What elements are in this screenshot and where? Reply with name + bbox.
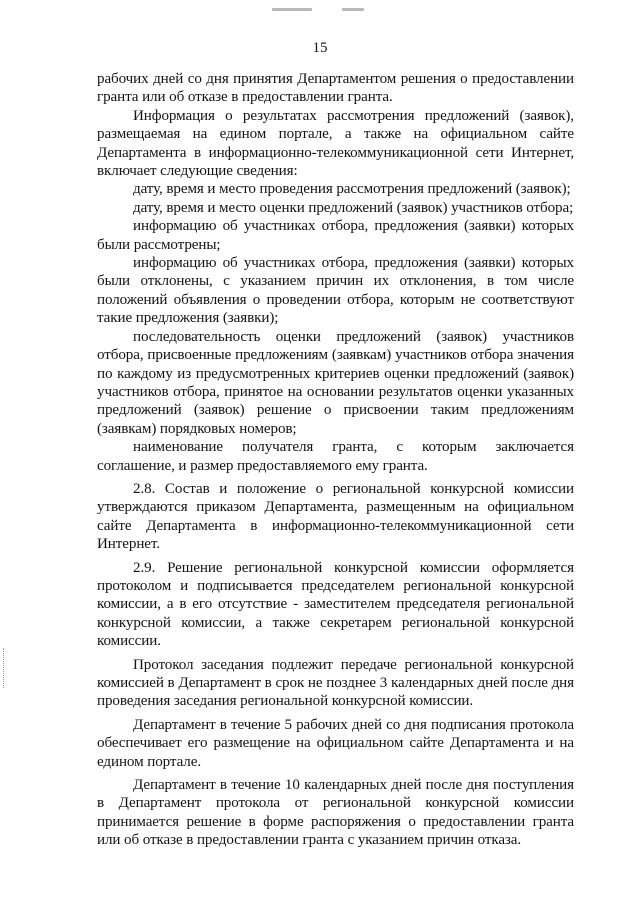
paragraph-grant-decision-term: рабочих дней со дня принятия Департаментом решения о предоставлении гранта или об отказе в предоставлении гранта. — [97, 71, 574, 106]
paragraph-protocol-transfer: Протокол заседания подлежит передаче региональной конкурсной комиссией в Департамент в срок не позднее 3 календарных дней после дня проведения заседания региональной конкурсной комиссии. — [97, 656, 574, 710]
paragraph-results-info: Информация о результатах рассмотрения предложений (заявок), размещаемая на едином портале, а также на официальном сайте Департамента в информационно-телекоммуникационной сети Интернет, включает следующие сведения: — [97, 107, 574, 180]
list-item-reviewed-participants: информацию об участниках отбора, предложения (заявки) которых были рассмотрены; — [97, 218, 574, 253]
paragraph-grant-order: Департамент в течение 10 календарных дней после дня поступления в Департамент протокола от региональной конкурсной комиссии принимается решение в форме распоряжения о предоставлении гранта или об отказе в предоставлении гранта с указанием причин отказа. — [97, 777, 574, 849]
paragraph-section-2-9: 2.9. Решение региональной конкурсной комиссии оформляется протоколом и подписывается председателем региональной конкурсной комиссии, а в его отсутствие - заместителем председателя региональной конкурсной комиссии, а также секретарем региональной конкурсной комиссии. — [97, 559, 574, 650]
scan-edge-dots — [3, 648, 5, 688]
list-item-evaluation-sequence: последовательность оценки предложений (заявок) участников отбора, присвоенные предложениям (заявкам) участников отбора значения по каждому из предусмотренных критериев оценки предложений (заявок) участников отбора, принятое на основании результатов оценки указанных предложений (заявок) решение о присвоении таким предложениям (заявкам) порядковых номеров; — [97, 328, 574, 437]
page-number: 15 — [312, 40, 328, 56]
list-item-grant-recipient: наименование получателя гранта, с которым заключается соглашение, и размер предоставляемого ему гранта. — [97, 439, 574, 474]
list-item-review-date: дату, время и место проведения рассмотрения предложений (заявок); — [133, 181, 571, 198]
list-item-evaluation-date: дату, время и место оценки предложений (заявок) участников отбора; — [133, 199, 574, 216]
scan-artifact-mark — [342, 8, 364, 11]
paragraph-section-2-8: 2.8. Состав и положение о региональной конкурсной комиссии утверждаются приказом Департамента, размещенным на официальном сайте Департамента в информационно-телекоммуникационной сети Интернет. — [97, 480, 574, 553]
document-body — [97, 70, 574, 850]
list-item-rejected-participants: информацию об участниках отбора, предложения (заявки) которых были отклонены, с указанием причин их отклонения, в том числе положений объявления о проведении отбора, которым не соответствуют такие предложения (заявки); — [97, 255, 574, 327]
scan-artifact-mark — [272, 8, 312, 11]
paragraph-protocol-publication: Департамент в течение 5 рабочих дней со дня подписания протокола обеспечивает его размещение на официальном сайте Департамента и на едином портале. — [97, 716, 574, 770]
